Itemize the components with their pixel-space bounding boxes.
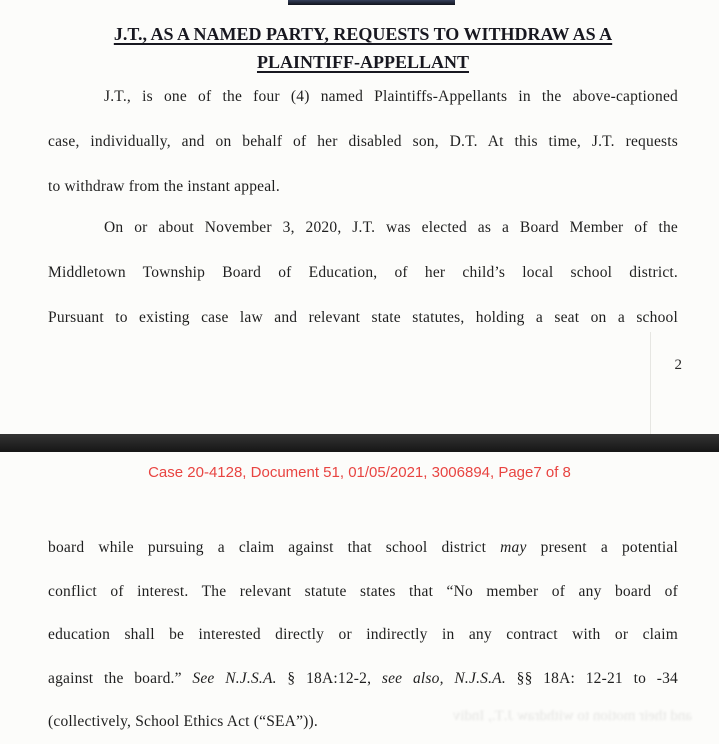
text-line: Pursuant to existing case law and relevant state statutes, holding a seat on a school (48, 309, 678, 326)
text-segment: board while pursuing a claim against that school district (48, 539, 501, 556)
italic-citation-segment: See N.J.S.A. (192, 669, 277, 687)
italic-citation-segment: see also, N.J.S.A. (381, 669, 506, 687)
text-line: to withdraw from the instant appeal. (48, 178, 280, 195)
text-line: education shall be interested directly or indirectly in any contract with or claim (48, 626, 678, 643)
paragraph-1 (48, 74, 678, 209)
italic-text-segment: may (500, 539, 527, 556)
text-line: case, individually, and on behalf of her disabled son, D.T. At this time, J.T. requests (48, 133, 678, 150)
court-filing-stamp: Case 20-4128, Document 51, 01/05/2021, 3006894, Page7 of 8 (148, 464, 571, 481)
section-heading-line-1 (48, 20, 678, 48)
text-line: On or about November 3, 2020, J.T. was elected as a Board Member of the (104, 219, 678, 236)
text-line: (collectively, School Ethics Act (“SEA”)). (48, 713, 318, 730)
text-segment: § 18A:12-2, (276, 669, 382, 687)
text-segment: §§ 18A: 12-21 to -34 (505, 669, 678, 687)
text-segment: against the board.” (48, 669, 193, 687)
paragraph-2 (48, 205, 678, 340)
text-line (48, 657, 678, 701)
truncated-heading-underline (288, 0, 455, 5)
heading-text: PLAINTIFF-APPELLANT (256, 52, 469, 72)
text-line: conflict of interest. The relevant statute states that “No member of any board of (48, 582, 678, 600)
text-line: J.T., is one of the four (4) named Plaintiffs-Appellants in the above-captioned (104, 88, 678, 105)
text-line (48, 526, 678, 570)
section-heading (48, 20, 678, 76)
text-segment: present a potential (526, 539, 678, 556)
bleed-through-text: and their motion to withdraw J.T., Indiv (452, 708, 692, 724)
page-divider-band (0, 434, 719, 452)
scan-artifact-line (650, 332, 651, 438)
heading-text: J.T., AS A NAMED PARTY, REQUESTS TO WITHDRAW AS A (113, 24, 613, 44)
page-number: 2 (674, 357, 682, 373)
text-line: Middletown Township Board of Education, of her child’s local school district. (48, 264, 678, 281)
section-heading-line-2 (48, 48, 678, 76)
